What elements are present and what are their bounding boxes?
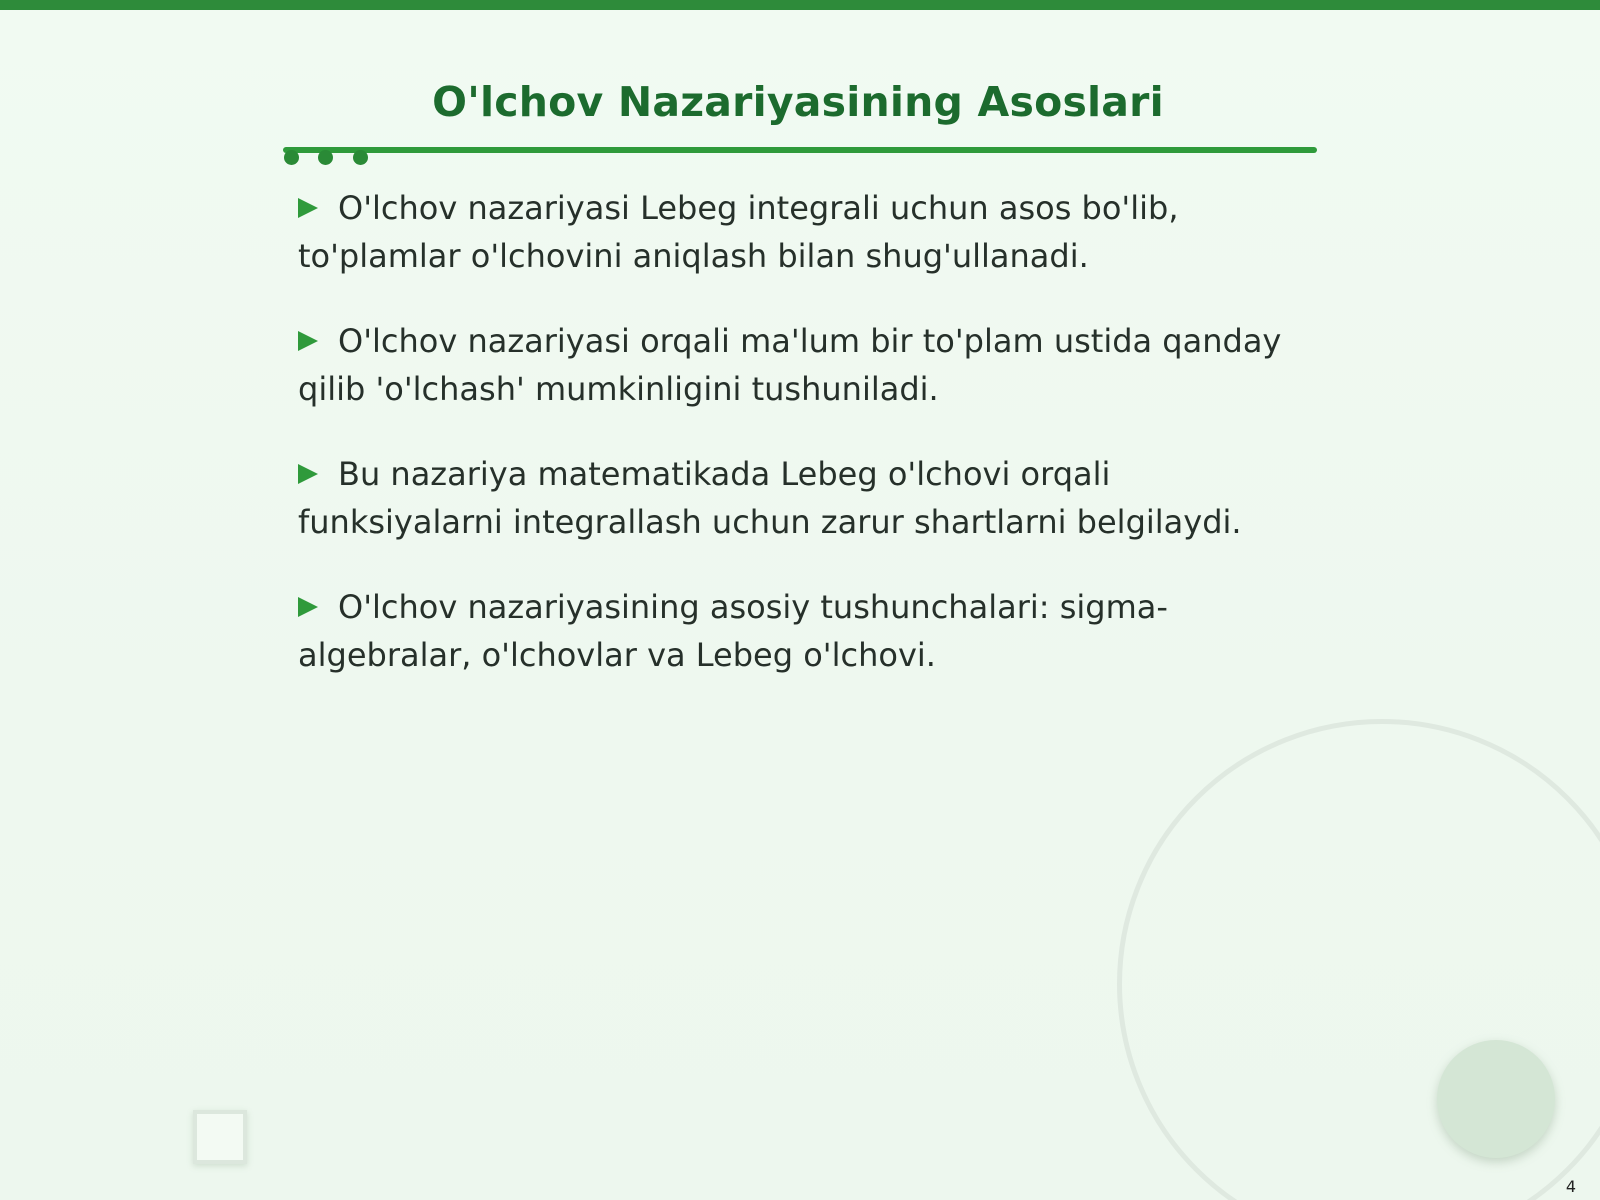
triangle-bullet-icon [298,597,318,617]
title-dot-icon [318,150,333,165]
bullet-text: Bu nazariya matematikada Lebeg o'lchovi orqali funksiyalarni integrallash uchun zarur shartlarni belgilaydi. [298,455,1242,541]
bullet-item [298,450,1308,546]
page-number: 4 [1565,1177,1577,1196]
triangle-bullet-icon [298,464,318,484]
decorative-square [193,1110,247,1164]
bullet-text: O'lchov nazariyasining asosiy tushunchalari: sigma-algebralar, o'lchovlar va Lebeg o'lchovi. [298,588,1168,674]
title-dot-icon [353,150,368,165]
bullet-item [298,583,1308,679]
triangle-bullet-icon [298,331,318,351]
slide-title: O'lchov Nazariyasining Asoslari [432,78,1164,126]
bullet-list [298,184,1308,716]
bullet-item [298,184,1308,280]
title-dot-icon [284,150,299,165]
bullet-text: O'lchov nazariyasi Lebeg integrali uchun asos bo'lib, to'plamlar o'lchovini aniqlash bilan shug'ullanadi. [298,189,1179,275]
bullet-text: O'lchov nazariyasi orqali ma'lum bir to'plam ustida qanday qilib 'o'lchash' mumkinligini tushuniladi. [298,322,1282,408]
bullet-item [298,317,1308,413]
title-underline [283,147,1317,153]
triangle-bullet-icon [298,198,318,218]
decorative-disc [1437,1040,1555,1158]
top-accent-bar [0,0,1600,10]
